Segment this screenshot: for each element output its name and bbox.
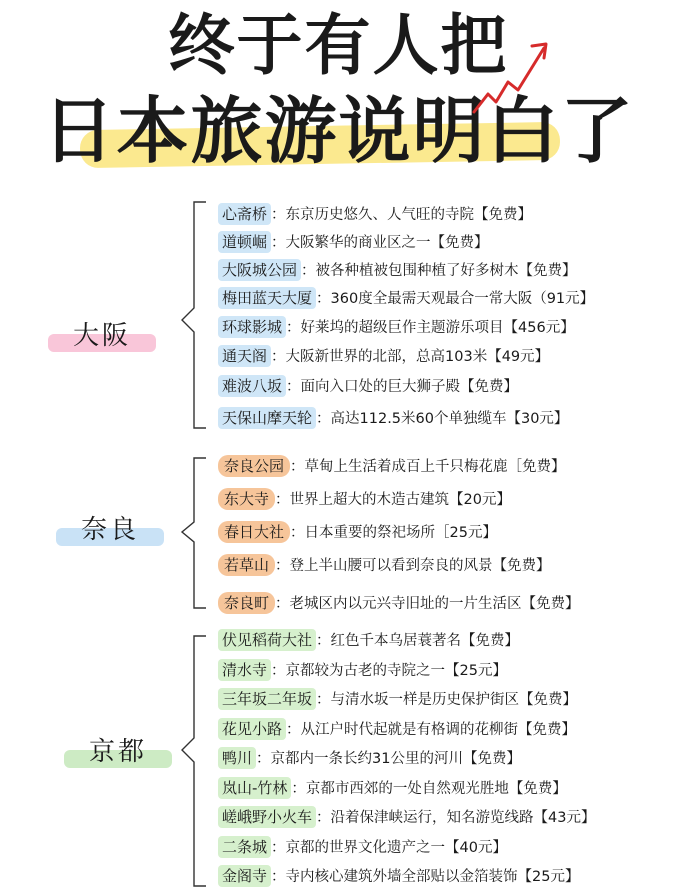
kyoto-item: 二条城 ：京都的世界文化遗产之一【40元】 bbox=[218, 833, 507, 861]
osaka-item: 天保山摩天轮 ：高达112.5米60个单独缆车【30元】 bbox=[218, 404, 568, 432]
kyoto-item: 伏见稻荷大社 ：红色千本乌居蓑著名【免费】 bbox=[218, 626, 519, 654]
region-label-osaka: 大阪 bbox=[42, 318, 162, 354]
osaka-item: 难波八坂 ：面向入口处的巨大狮子殿【免费】 bbox=[218, 372, 518, 400]
nara-item: 奈良公园 ：草甸上生活着成百上千只梅花鹿［免费】 bbox=[218, 452, 566, 480]
osaka-item: 心斋桥 ：东京历史悠久、人气旺的寺院【免费】 bbox=[218, 200, 532, 228]
kyoto-item: 嵯峨野小火车 ：沿着保津峡运行，知名游览线路【43元】 bbox=[218, 803, 595, 831]
kyoto-item: 岚山-竹林 ：京都市西郊的一处自然观光胜地【免费】 bbox=[218, 774, 567, 802]
nara-item: 东大寺 ：世界上超大的木造古建筑【20元】 bbox=[218, 485, 511, 513]
title-line-2: 日本旅游说明白了 bbox=[42, 89, 635, 173]
kyoto-item: 花见小路 ：从江户时代起就是有格调的花柳街【免费】 bbox=[218, 715, 576, 743]
kyoto-item: 金阁寺 ：寺内核心建筑外墙全部贴以金箔装饰【25元】 bbox=[218, 862, 579, 890]
osaka-item: 梅田蓝天大厦 ：360度全最需天观最合一常大阪（91元】 bbox=[218, 284, 594, 312]
kyoto-item: 清水寺 ：京都较为古老的寺院之一【25元】 bbox=[218, 656, 507, 684]
kyoto-item: 三年坂二年坂 ：与清水坂一样是历史保护街区【免费】 bbox=[218, 685, 577, 713]
region-label-kyoto: 京都 bbox=[58, 734, 178, 770]
nara-item: 奈良町 ：老城区内以元兴寺旧址的一片生活区【免费】 bbox=[218, 589, 580, 617]
kyoto-item: 鸭川 ：京都内一条长约31公里的河川【免费】 bbox=[218, 744, 521, 772]
title-line-1: 终于有人把 bbox=[168, 7, 509, 84]
nara-item: 若草山 ：登上半山腰可以看到奈良的风景【免费】 bbox=[218, 551, 551, 579]
osaka-item: 环球影城 ：好莱坞的超级巨作主题游乐项目【456元】 bbox=[218, 313, 575, 341]
osaka-item: 道顿崛 ：大阪繁华的商业区之一【免费】 bbox=[218, 228, 489, 256]
region-label-nara: 奈良 bbox=[50, 512, 170, 548]
trend-arrow-icon bbox=[470, 30, 560, 120]
nara-item: 春日大社 ：日本重要的祭祀场所［25元】 bbox=[218, 518, 497, 546]
osaka-item: 通天阁 ：大阪新世界的北部，总高103米【49元】 bbox=[218, 342, 549, 370]
osaka-item: 大阪城公园 ：被各种植被包围种植了好多树木【免费】 bbox=[218, 256, 577, 284]
title-area bbox=[0, 0, 677, 182]
